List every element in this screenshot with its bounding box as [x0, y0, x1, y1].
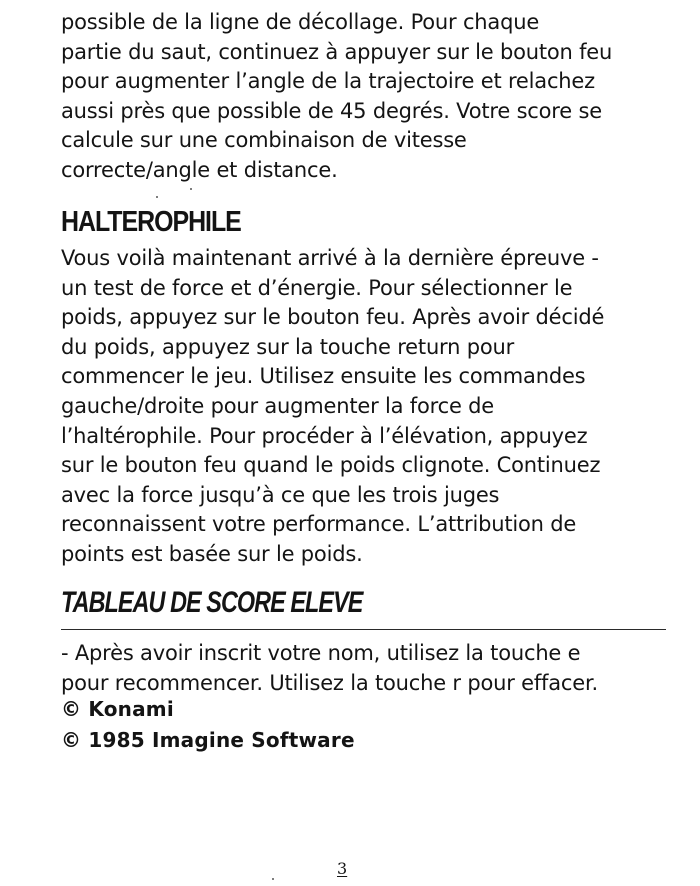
text-line: pour recommencer. Utilisez la touche r pour effacer. [61, 670, 598, 695]
text-line: avec la force jusqu’à ce que les trois juges [61, 482, 500, 507]
scan-speck [156, 196, 158, 198]
text-line: aussi près que possible de 45 degrés. Votre score se [61, 98, 602, 123]
copyright-konami: © Konami [61, 697, 174, 721]
text-line: reconnaissent votre performance. L’attribution de [61, 512, 577, 537]
halterophile-paragraph [61, 244, 661, 570]
scan-speck [190, 188, 192, 190]
text-line: Vous voilà maintenant arrivé à la dernière épreuve - [61, 246, 599, 270]
text-line: pour augmenter l’angle de la trajectoire et relachez [61, 69, 595, 94]
text-line: points est basée sur le poids. [61, 541, 363, 566]
scan-speck [272, 878, 274, 880]
text-line: possible de la ligne de décollage. Pour chaque [61, 10, 540, 34]
section-divider [61, 629, 666, 630]
text-line: commencer le jeu. Utilisez ensuite les commandes [61, 364, 586, 389]
text-line: du poids, appuyez sur la touche return pour [61, 334, 515, 359]
text-line: poids, appuyez sur le bouton feu. Après avoir décidé [61, 305, 605, 330]
text-line: - Après avoir inscrit votre nom, utilisez la touche e [61, 641, 581, 665]
text-line: correcte/angle et distance. [61, 157, 338, 182]
halterophile-heading: HALTEROPHILE [61, 206, 241, 238]
text-line: sur le bouton feu quand le poids clignote. Continuez [61, 453, 601, 478]
intro-paragraph [61, 8, 661, 186]
text-line: gauche/droite pour augmenter la force de [61, 393, 495, 418]
page-number: 3 [337, 859, 348, 878]
text-line: calcule sur une combinaison de vitesse [61, 128, 467, 153]
text-line: l’haltérophile. Pour procéder à l’élévation, appuyez [61, 423, 588, 448]
copyright-imagine: © 1985 Imagine Software [61, 728, 355, 752]
tableau-paragraph [61, 639, 661, 698]
text-line: un test de force et d’énergie. Pour sélectionner le [61, 275, 573, 300]
tableau-heading: TABLEAU DE SCORE ELEVE [61, 586, 363, 619]
text-line: partie du saut, continuez à appuyer sur le bouton feu [61, 39, 613, 64]
